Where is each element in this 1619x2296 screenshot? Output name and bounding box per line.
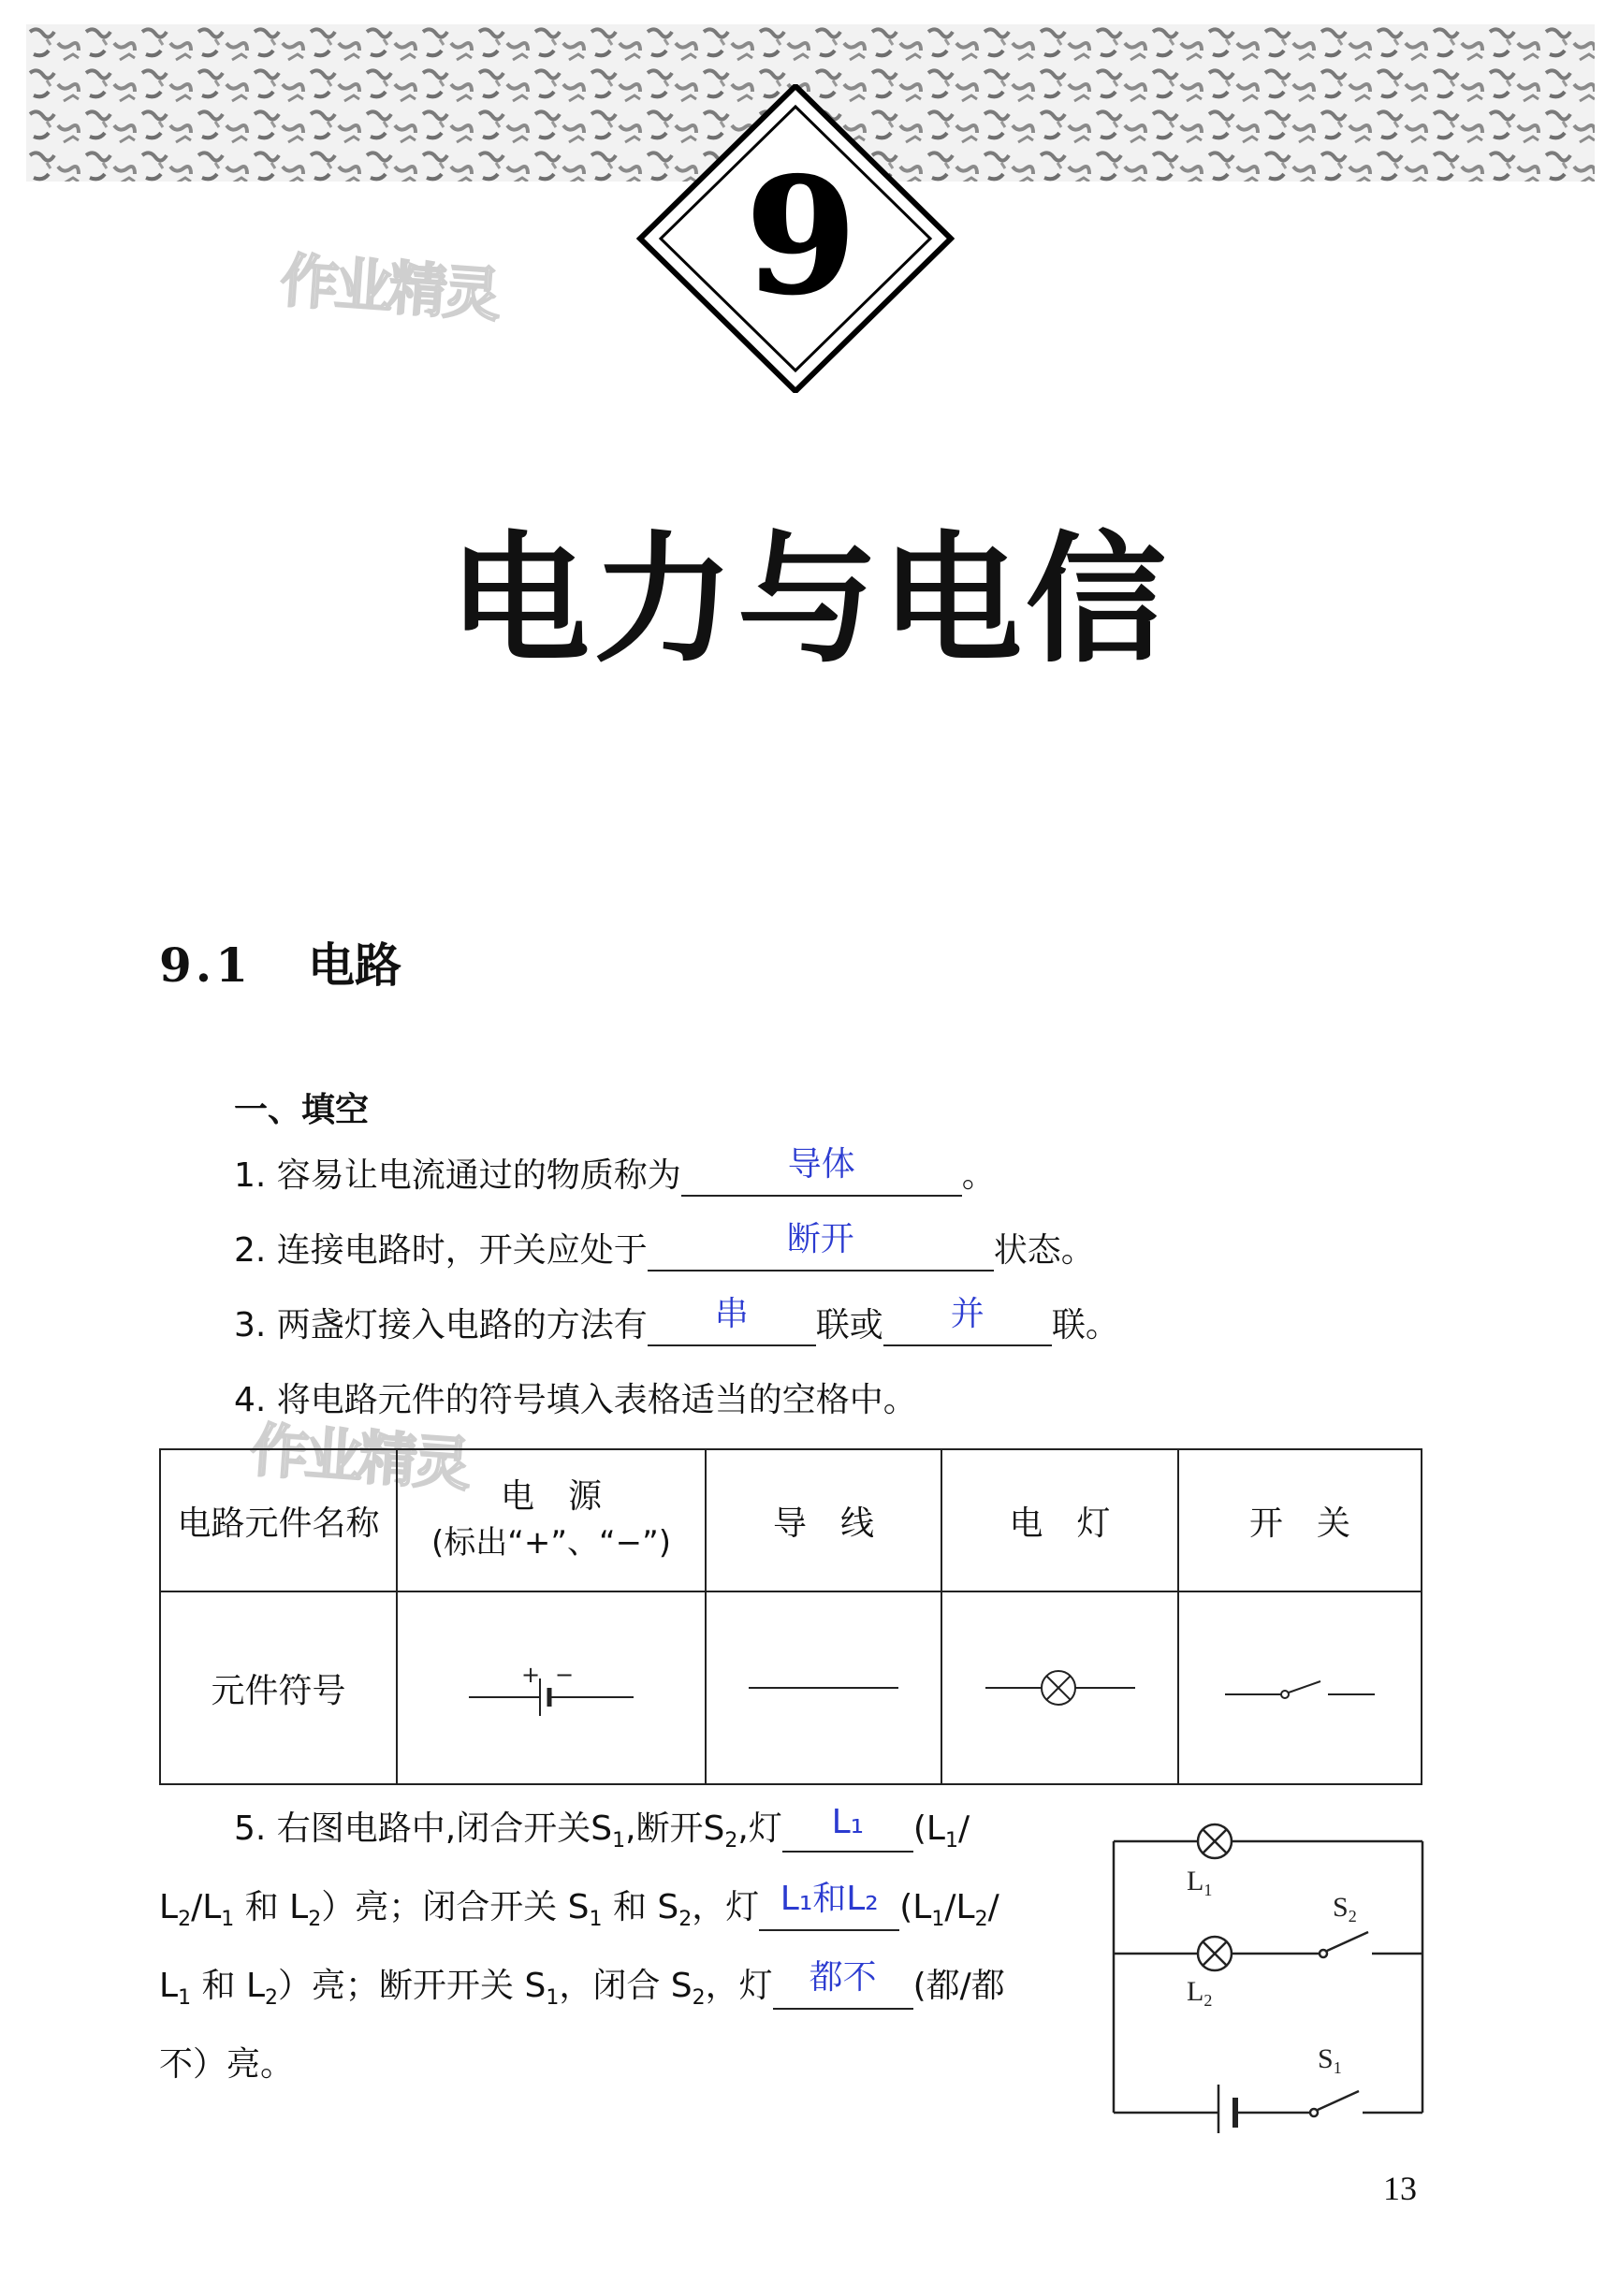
question-5-line: 不）亮。	[159, 2045, 295, 2084]
switch-s1	[1310, 2091, 1359, 2116]
question-text: 3. 两盏灯接入电路的方法有	[234, 1306, 648, 1344]
table-cell-switch-label: 开 关	[1178, 1449, 1422, 1591]
table-cell-lamp-symbol	[941, 1591, 1178, 1784]
circuit-diagram	[1104, 1796, 1441, 2133]
table-cell-lamp-label: 电 灯	[941, 1449, 1178, 1591]
question-text: 2. 连接电路时，开关应处于	[234, 1231, 648, 1270]
answer-blank	[883, 1295, 1052, 1346]
question-text: 。	[961, 1156, 996, 1195]
handwritten-answer: 并	[950, 1295, 985, 1333]
label-s2: $S_2$	[1333, 1892, 1357, 1925]
section-title: 电路	[308, 937, 401, 993]
battery	[1218, 2085, 1235, 2133]
label-s1: $S_1$	[1318, 2043, 1342, 2077]
handwritten-answer: 串	[714, 1295, 749, 1333]
table-cell-source-label	[397, 1449, 706, 1591]
answer-blank	[681, 1145, 962, 1197]
answer-blank	[759, 1880, 899, 1931]
label-l2: $L_2$	[1187, 1976, 1213, 2010]
question-5-line: $L_1$ 和 $L_2$）亮；断开开关 $S_1$，闭合 $S_2$，灯 都不 (都/都	[159, 1959, 1005, 2010]
handwritten-answer: 断开	[786, 1220, 854, 1258]
question-text: 联。	[1051, 1306, 1119, 1344]
question-text: 状态。	[993, 1231, 1095, 1270]
watermark-text: 作业精灵	[248, 1415, 470, 1499]
chapter-number-badge	[636, 84, 955, 393]
question-text: 联或	[815, 1306, 883, 1344]
handwritten-answer: 导体	[787, 1145, 855, 1184]
question-5-line: $L_2/L_1$ 和 $L_2$）亮；闭合开关 $S_1$ 和 $S_2$，灯 L₁和L₂ ($L_1/L_2/$	[159, 1881, 999, 1931]
table-cell-wire-label: 导 线	[706, 1449, 941, 1591]
table-cell-wire-symbol	[706, 1591, 941, 1784]
plus-sign: +	[521, 1662, 541, 1688]
question-3	[234, 1295, 1119, 1346]
page-number: 13	[1383, 2170, 1417, 2207]
chapter-title: 电力与电信	[448, 519, 1170, 682]
table-header-name: 电路元件名称	[160, 1449, 397, 1591]
switch-symbol	[1216, 1664, 1384, 1711]
handwritten-answer: L₁	[831, 1803, 865, 1842]
question-text: 1. 容易让电流通过的物质称为	[234, 1156, 681, 1195]
question-4: 4. 将电路元件的符号填入表格适当的空格中。	[234, 1381, 917, 1419]
source-sublabel: (标出“+”、“−”)	[431, 1524, 671, 1562]
table-cell-battery-symbol	[397, 1591, 706, 1784]
table-header-symbol: 元件符号	[160, 1591, 397, 1784]
answer-blank	[773, 1958, 913, 2010]
watermark-text: 作业精灵	[278, 245, 500, 329]
part-heading: 一、填空	[234, 1091, 370, 1129]
chapter-number: 9	[745, 143, 857, 330]
table-row	[160, 1591, 1422, 1784]
question-2	[234, 1220, 1095, 1272]
minus-sign: −	[555, 1662, 575, 1688]
question-5-line: 5. 右图电路中,闭合开关$S_1$,断开$S_2$,灯 L₁ ($L_1/$	[234, 1803, 970, 1853]
lamp-l2	[1198, 1937, 1232, 1970]
question-1	[234, 1145, 996, 1197]
answer-blank	[648, 1295, 816, 1346]
handwritten-answer: L₁和L₂	[780, 1880, 879, 1919]
section-heading	[159, 928, 401, 995]
handwritten-answer: 都不	[809, 1958, 877, 1998]
source-label: 电 源	[500, 1477, 602, 1517]
label-l1: $L_1$	[1187, 1866, 1213, 1899]
table-cell-switch-symbol	[1178, 1591, 1422, 1784]
switch-s2	[1320, 1932, 1368, 1957]
wire-symbol	[739, 1669, 908, 1707]
circuit-symbol-table	[159, 1448, 1422, 1785]
battery-symbol	[458, 1650, 645, 1725]
section-number: 9.1	[159, 937, 252, 993]
lamp-l1	[1198, 1824, 1232, 1858]
answer-blank	[782, 1803, 913, 1853]
table-row	[160, 1449, 1422, 1591]
answer-blank	[648, 1220, 994, 1272]
lamp-symbol	[976, 1660, 1145, 1716]
